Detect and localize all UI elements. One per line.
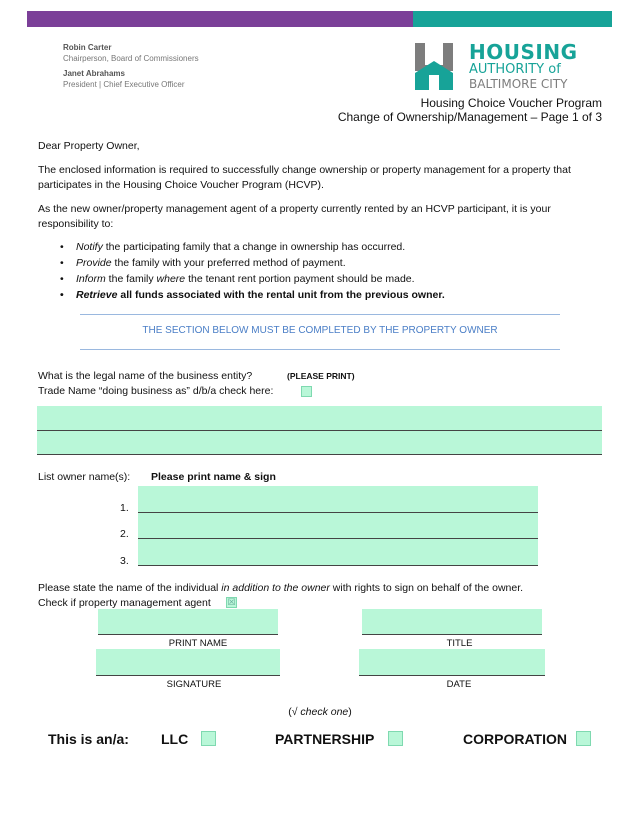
section-divider-bottom	[80, 349, 560, 350]
dba-checkbox[interactable]	[301, 386, 312, 397]
print-name-line	[98, 634, 278, 635]
officer2-title: President | Chief Executive Officer	[63, 80, 185, 89]
entity-corporation-checkbox[interactable]	[576, 731, 591, 746]
greeting: Dear Property Owner,	[38, 140, 140, 152]
bullet-item: • Retrieve all funds associated with the rental unit from the previous owner.	[60, 289, 445, 301]
paragraph-1: The enclosed information is required to successfully change ownership or property management for a property that participates in the Housing Choice Voucher Program (HCVP).	[38, 164, 571, 191]
legal-name-field[interactable]	[37, 406, 602, 430]
document-title: Change of Ownership/Management – Page 1 of 3	[337, 110, 602, 124]
date-label: DATE	[446, 679, 472, 690]
entity-llc-checkbox[interactable]	[201, 731, 216, 746]
trade-name-field[interactable]	[37, 431, 602, 454]
signature-field[interactable]	[96, 649, 280, 675]
date-line	[359, 675, 545, 676]
owner-names-field[interactable]	[138, 486, 538, 566]
legal-name-question: What is the legal name of the business entity?	[38, 370, 253, 382]
trade-name-line	[37, 454, 602, 455]
program-name: Housing Choice Voucher Program	[420, 96, 602, 110]
owner-3-number: 3.	[120, 555, 129, 567]
owner-names-instruction: Please print name & sign	[151, 471, 276, 483]
pm-agent-label: Check if property management agent	[38, 597, 211, 609]
header-bar-teal	[413, 11, 612, 27]
signature-line	[96, 675, 280, 676]
hab-logo-icon	[415, 43, 455, 91]
owner-1-number: 1.	[120, 502, 129, 514]
print-name-label: PRINT NAME	[168, 638, 228, 649]
title-line	[362, 634, 542, 635]
trade-name-question: Trade Name “doing business as” d/b/a check here:	[38, 385, 274, 397]
logo-line3: BALTIMORE CITY	[469, 77, 568, 91]
section-note: THE SECTION BELOW MUST BE COMPLETED BY THE PROPERTY OWNER	[142, 325, 498, 336]
officer1-name: Robin Carter	[63, 43, 112, 52]
entity-llc-label: LLC	[161, 731, 189, 747]
entity-type-label: This is an/a:	[48, 731, 129, 747]
section-divider-top	[80, 314, 560, 315]
logo-line2: AUTHORITY of	[469, 62, 561, 77]
entity-corporation-label: CORPORATION	[463, 731, 567, 747]
owner-names-label: List owner name(s):	[38, 471, 131, 483]
date-field[interactable]	[359, 649, 545, 675]
title-label: TITLE	[446, 638, 473, 649]
owner-2-line[interactable]	[138, 538, 538, 539]
logo-line1: HOUSING	[469, 40, 578, 64]
paragraph-2: As the new owner/property management agent of a property currently rented by an HCVP participant, it is your responsibility to:	[38, 203, 551, 230]
officer2-name: Janet Abrahams	[63, 69, 125, 78]
title-field[interactable]	[362, 609, 542, 634]
owner-2-number: 2.	[120, 528, 129, 540]
bullet-list	[60, 240, 600, 304]
header-bar-purple	[27, 11, 413, 27]
bullet-item: • Notify the participating family that a change in ownership has occurred.	[60, 241, 406, 253]
bullet-item: • Inform the family where the tenant rent portion payment should be made.	[60, 273, 415, 285]
bullet-item: • Provide the family with your preferred method of payment.	[60, 257, 346, 269]
officer1-title: Chairperson, Board of Commissioners	[63, 54, 199, 63]
please-print-note: (PLEASE PRINT)	[287, 371, 355, 381]
signature-label: SIGNATURE	[166, 679, 222, 690]
owner-3-line[interactable]	[138, 565, 538, 566]
pm-agent-checkbox[interactable]: ☒	[227, 597, 236, 607]
authorized-signer-question: Please state the name of the individual in addition to the owner with rights to sign on behalf of the owner.	[38, 582, 524, 594]
owner-1-line[interactable]	[138, 512, 538, 513]
print-name-field[interactable]	[98, 609, 278, 634]
entity-partnership-label: PARTNERSHIP	[275, 731, 375, 747]
entity-partnership-checkbox[interactable]	[388, 731, 403, 746]
check-one-note: (√ check one)	[288, 706, 352, 718]
